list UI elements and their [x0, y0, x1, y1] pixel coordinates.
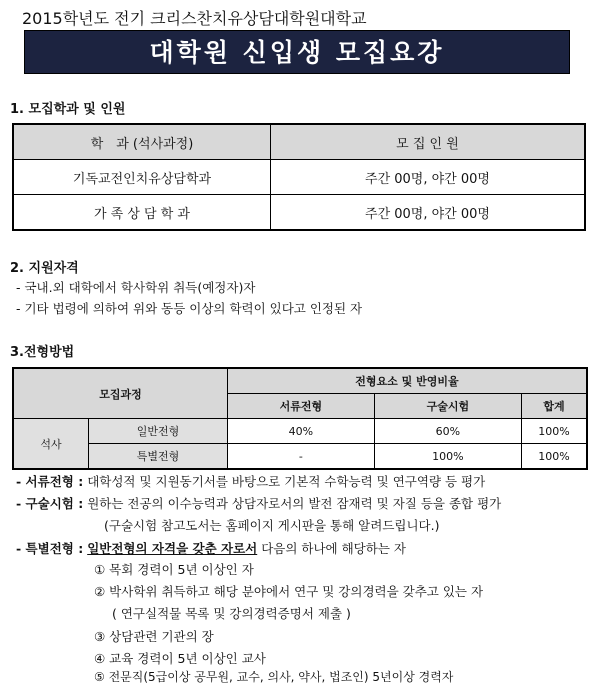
department-name: 기독교전인치유상담학과: [13, 160, 271, 195]
table-row: [13, 419, 587, 444]
table-row: [13, 195, 585, 231]
departments-table: [12, 123, 586, 231]
department-quota: 주간 00명, 야간 00명: [271, 195, 586, 231]
note-text: 원하는 전공의 이수능력과 상담자로서의 발전 잠재력 및 자질 등을 종합 평가: [87, 496, 502, 511]
list-item: ④ 교육 경력이 5년 이상인 교사: [94, 651, 266, 666]
note-oral-exam: [16, 494, 501, 512]
oral-ratio: 60%: [374, 419, 521, 444]
header-document-review: 서류전형: [227, 394, 374, 419]
document-title: 2015학년도 전기 크리스찬치유상담대학원대학교: [22, 9, 367, 28]
section2-title: 2. 지원자격: [10, 261, 79, 276]
list-item: ③ 상담관련 기관의 장: [94, 629, 214, 644]
table-header-row: [13, 124, 585, 160]
list-item: ( 연구실적물 목록 및 강의경력증명서 제출 ): [112, 606, 351, 621]
total-ratio: 100%: [521, 419, 587, 444]
list-item: ① 목회 경력이 5년 이상인 자: [94, 562, 254, 577]
table-row: [13, 444, 587, 470]
department-name: 가 족 상 담 학 과: [13, 195, 271, 231]
qualification-item: - 기타 법령에 의하여 위와 동등 이상의 학력이 있다고 인정된 자: [16, 301, 363, 316]
header-oral-exam: 구술시험: [374, 394, 521, 419]
note-label: - 특별전형 :: [16, 541, 84, 556]
note-document-review: [16, 472, 485, 490]
note-text: 대학성적 및 지원동기서를 바탕으로 기본적 수학능력 및 연구역량 등 평가: [87, 474, 486, 489]
note-oral-sub: (구술시험 참고도서는 홈페이지 게시판을 통해 알려드립니다.): [104, 518, 440, 533]
document-ratio: 40%: [227, 419, 374, 444]
note-label: - 구술시험 :: [16, 496, 84, 511]
note-text: 다음의 하나에 해당하는 자: [261, 541, 406, 556]
admission-type: 특별전형: [89, 444, 228, 470]
header-course: 모집과정: [13, 368, 227, 419]
list-item: ⑤ 전문직(5급이상 공무원, 교수, 의사, 약사, 법조인) 5년이상 경력자: [94, 670, 454, 684]
header-quota: 모 집 인 원: [271, 124, 586, 160]
degree-cell: 석사: [13, 419, 89, 470]
note-label: - 서류전형 :: [16, 474, 84, 489]
title-banner: 대학원 신입생 모집요강: [24, 30, 570, 74]
note-special: [16, 539, 406, 557]
section1-title: 1. 모집학과 및 인원: [10, 102, 126, 117]
header-total: 합계: [521, 394, 587, 419]
admission-type: 일반전형: [89, 419, 228, 444]
qualification-item: - 국내.외 대학에서 학사학위 취득(예정자)자: [16, 280, 256, 295]
table-row: [13, 160, 585, 195]
oral-ratio: 100%: [374, 444, 521, 470]
document-ratio: -: [227, 444, 374, 470]
header-department: 학 과 (석사과정): [13, 124, 271, 160]
header-criteria-group: 전형요소 및 반영비율: [227, 368, 587, 394]
department-quota: 주간 00명, 야간 00명: [271, 160, 586, 195]
note-bold-text: 일반전형의 자격을 갖춘 자로서: [87, 541, 258, 556]
list-item: ② 박사학위 취득하고 해당 분야에서 연구 및 강의경력을 갖추고 있는 자: [94, 584, 484, 599]
section3-title: 3.전형방법: [10, 345, 75, 360]
selection-table: [12, 367, 588, 470]
total-ratio: 100%: [521, 444, 587, 470]
